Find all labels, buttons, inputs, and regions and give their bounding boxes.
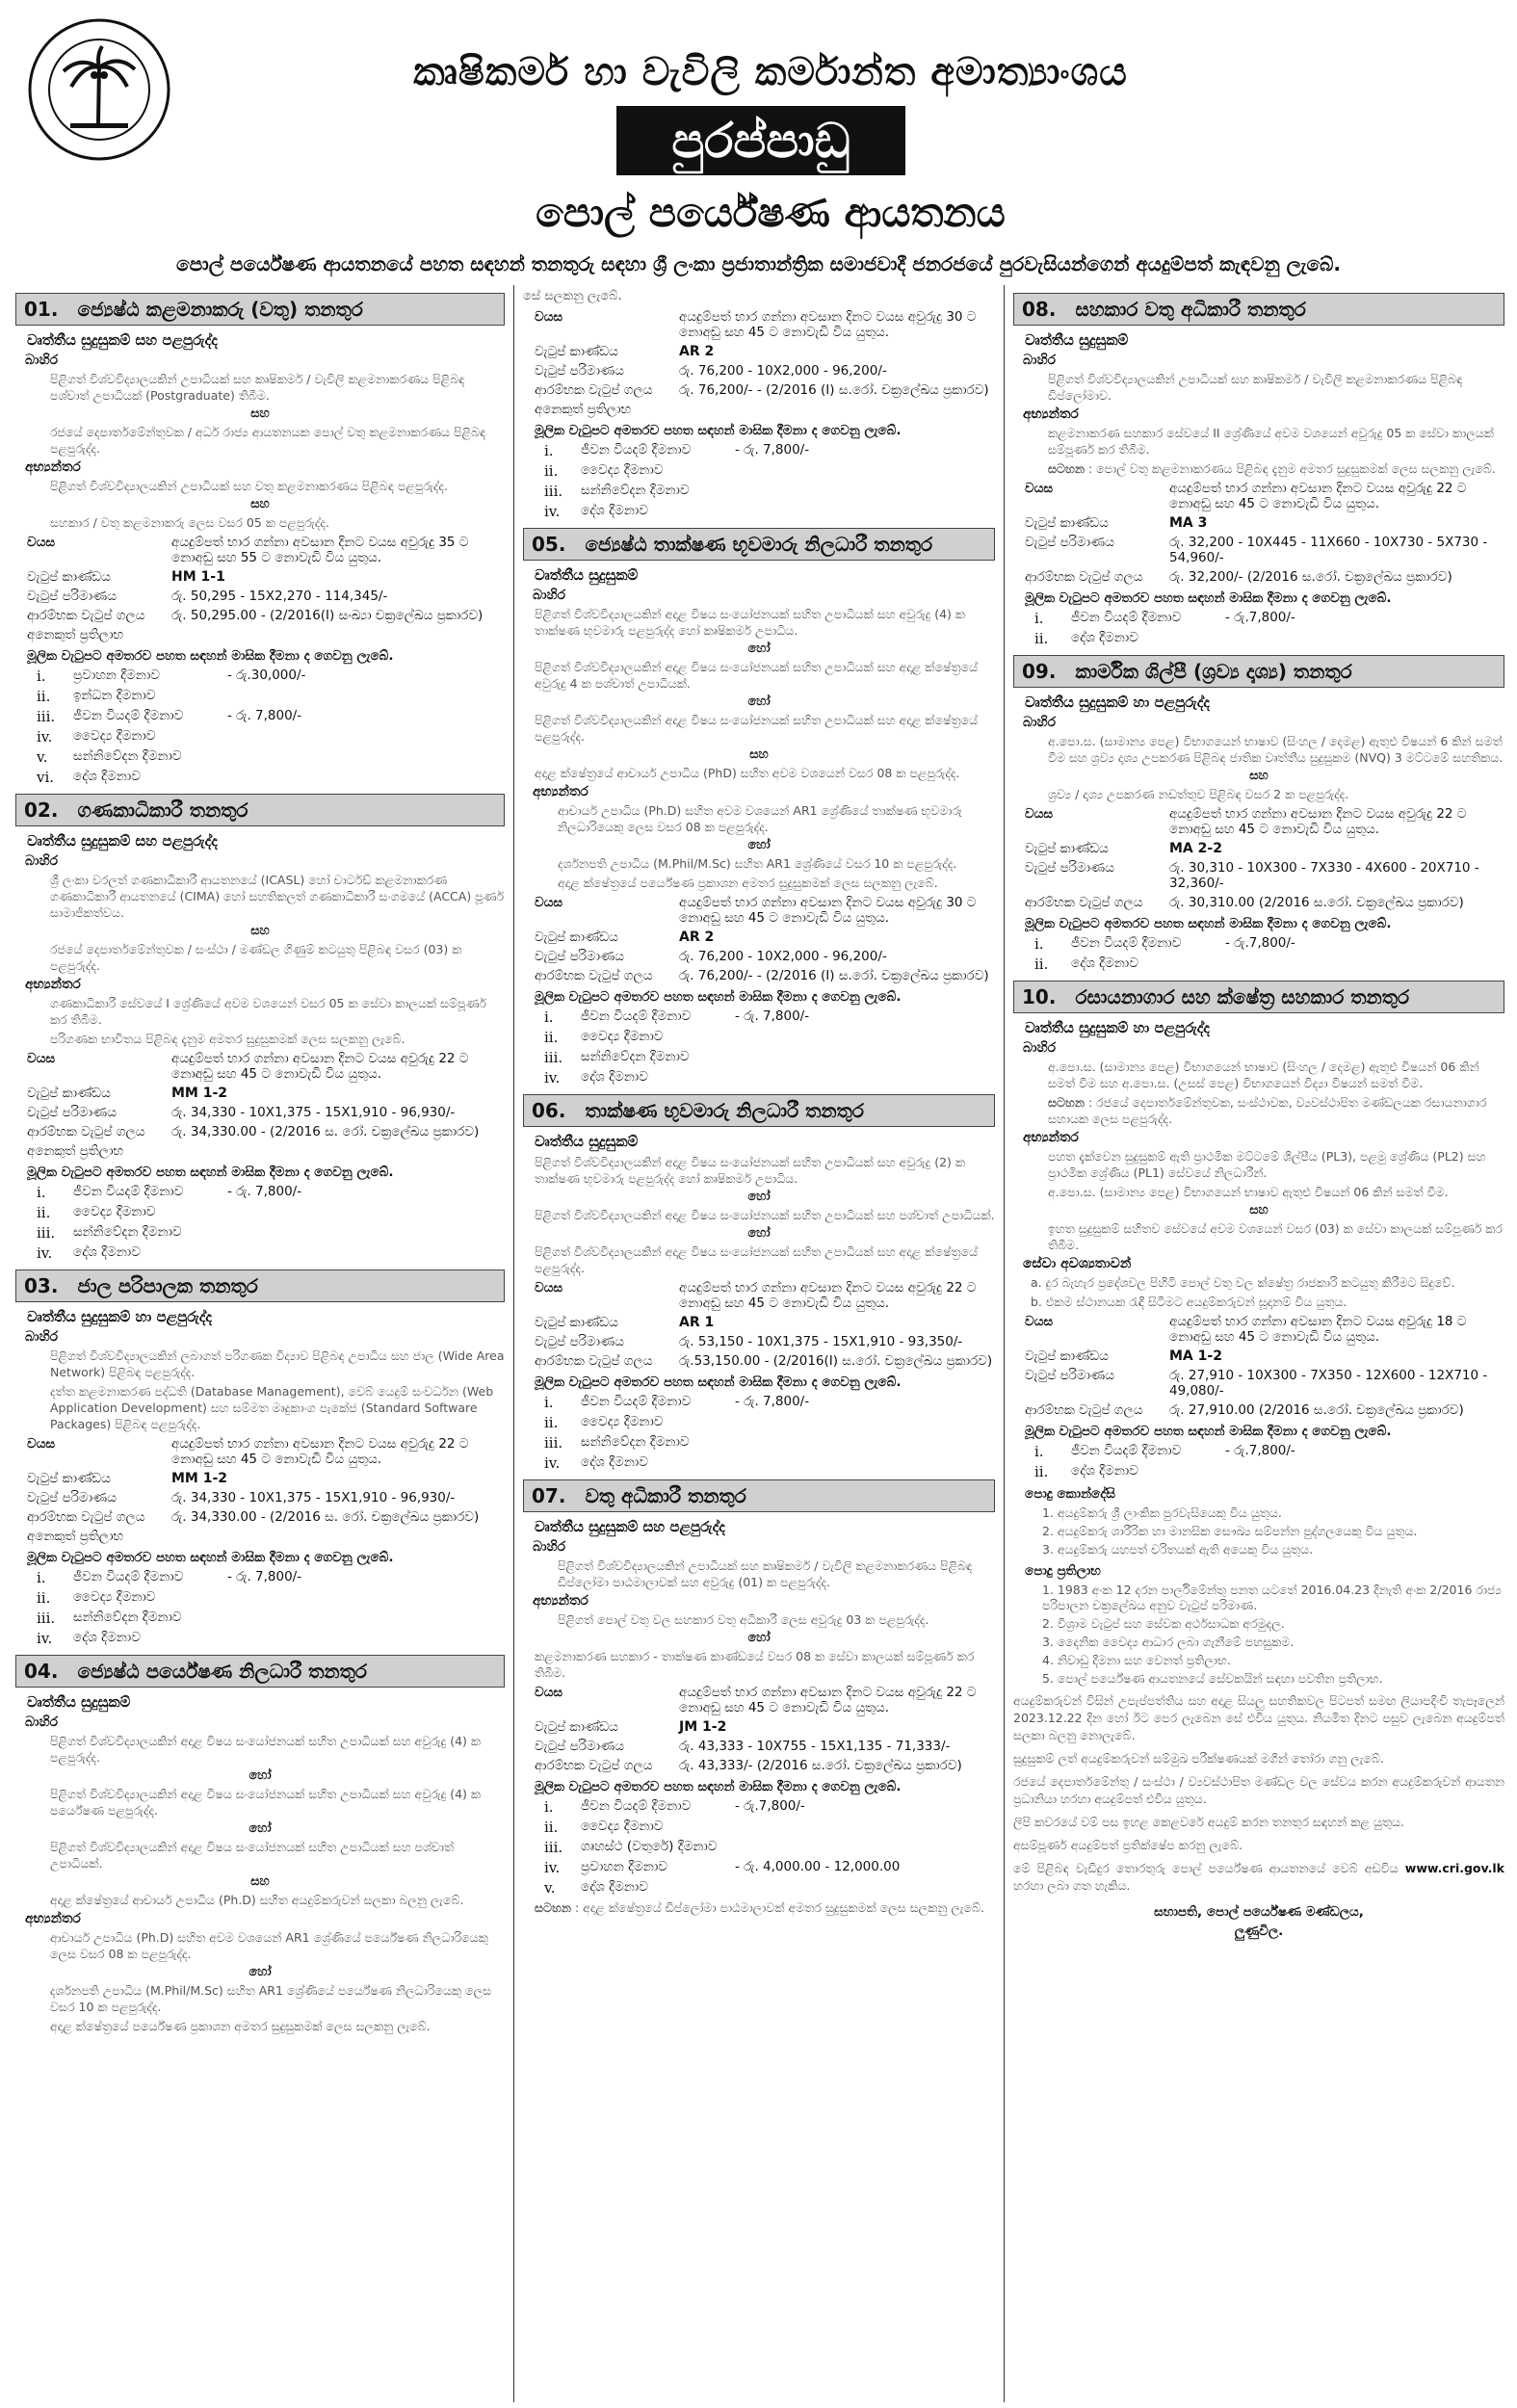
qualification-text: පහත දැක්වෙන සුදුසුකම් ඇති ප්‍රාථමික මට්ටමේ ශිල්පීය (PL3), පළමු ශ්‍රේණිය (PL2) සහ ප්‍රාථමික ශ්‍රේණිය (PL1) සේවයේ නිලධාරීන්. [1048,1149,1486,1180]
qualification-text: ශ්‍රී ලංකා වරලත් ගණකාධිකාරී ආයතනයේ (ICASL) හෝ චාර්ටඩ් කළමනාකරණ ගණකාධිකාරී ආයතනයේ (CIMA) හෝ සහතිකලත් ගණකාධිකාරී සංගමයේ (ACCA) පූර්ණ සාමාජිකත්වය. [50,873,505,920]
qualification-text: පිළිගත් විශ්වවිද්‍යාලයකින් අදාළ විෂය සංයෝජනයක් සහිත උපාධියක් සහ අදාළ ක්ෂේත්‍රයේ අවුරුදු 4 ක පශ්චාත් උපාධියක්. [535,660,979,691]
section-04-title: 04. ජ්‍යෙෂ්ඨ පර්යේෂණ නිලධාරී තනතුර [15,1655,505,1688]
allowances-heading: මූලික වැටුපට අමතරව පහත සඳහන් මාසික දීමනා ද ගෙවනු ලැබේ. [27,1550,394,1565]
external-label: බාහිර [533,588,566,603]
allowances-heading: මූලික වැටුපට අමතරව පහත සඳහන් මාසික දීමනා ද ගෙවනු ලැබේ. [535,989,902,1005]
age-row: වයස අයදුම්පත් භාර ගන්නා අවසාන දිනට වයස අවුරුදු 22 ට නොඅඩු සහ 45 ට නොවැඩි විය යුතුය. [27,1051,469,1082]
column-1 [10,285,510,2402]
qualification-text: රජයේ දෙපාර්තමේන්තුවක / අර්ධ රාජ්‍ය ආයතනයක පොල් වතු කළමනාකරණය පිළිබඳ පළපුරුද්ද. [50,425,486,456]
qualification-text: පිළිගත් විශ්වවිද්‍යාලයකින් උපාධියක් සහ කෘෂිකර්ම / වැවිලි කළමනාකරණය පිළිබඳ පශ්චාත් උපාධියක් (Postgraduate) තිබීම. [50,372,465,403]
or-separator: හෝ [248,1965,272,1979]
allowances-heading: මූලික වැටුපට අමතරව පහත සඳහන් මාසික දීමනා ද ගෙවනු ලැබේ. [535,1779,902,1794]
qualification-text: පිළිගත් විශ්වවිද්‍යාලයකින් අදාළ විෂය සංයෝජනයක් සහිත උපාධියක් සහ පශ්චාත් උපාධියක්. [50,1840,455,1871]
or-separator: හෝ [747,1631,771,1645]
qualification-text: පිළිගත් පොල් වතු වල සහකාර වතු අධිකාරී ලෙස අවුරුදු 03 ක පළපුරුද්ද. [558,1612,929,1627]
allowance-item: i. ප්‍රවාහන දීමනාව - රු.30,000/- [37,667,306,685]
selection-note: සුදුසුකම් ලත් අයදුම්කරුවන් සම්මුඛ පරීක්ෂණයක් මගින් තෝරා ගනු ලැබේ. [1013,1751,1384,1766]
initial-salary-row: ආරම්භක වැටුප් ගලය රු. 76,200/- - (2/2016 (I) ස.රෝ. චක්‍රලේඛය ප්‍රකාරව) [535,968,989,983]
initial-salary-row: ආරම්භක වැටුප් ගලය රු. 30,310.00 (2/2016 ස.රෝ. චක්‍රලේඛය ප්‍රකාරව) [1025,895,1464,910]
qualification-text: පිළිගත් විශ්වවිද්‍යාලයකින් අදාළ විෂය සංයෝජනයක් සහිත උපාධියක් සහ අවුරුදු (4) ක පළපුරුද්ද. [50,1734,482,1765]
general-benefit-item: 4. නිවාඩු දීමනා සහ වෙනත් ප්‍රතිලාභ. [1042,1653,1231,1667]
external-label: බාහිර [1023,715,1057,730]
envelope-note: ලිපි කවරයේ වම් පස ඉහළ කෙළවරේ අයදුම් කරන තනතුර සඳහන් කළ යුතුය. [1013,1815,1404,1829]
and-separator: සහ [250,406,270,421]
qualification-text: ශ්‍රව්‍ය / දෘශ්‍ය උපකරණ නඩත්තුව පිළිබඳ වසර 2 ක පළපුරුද්ද. [1048,787,1349,801]
section-08-title: 08. සහකාර වතු අධිකාරී තනතුර [1013,293,1504,326]
salary-code-row: වැටුප් කාණ්ඩය AR 2 [535,344,715,359]
general-benefit-item: 1. 1983 අංක 12 දරන පාර්ලිමේන්තු පනත යටතේ 2016.04.23 දිනැති අංක 2/2016 රාජ්‍ය පරිපාලන චක්‍රලේඛය අනුව වැටුප් පරිමාණ. [1042,1583,1502,1612]
general-condition-item: 3. අයදුම්කරු යහපත් චරිතයක් ඇති අයෙකු විය යුතුය. [1042,1542,1314,1557]
and-separator: සහ [250,1874,270,1889]
allowance-item: ii. දේශ දීමනාව [1034,630,1138,647]
salary-code-row: වැටුප් කාණ්ඩය MA 3 [1025,515,1208,531]
allowance-item: ii. වෛද්‍ය දීමනාව [544,462,664,480]
qualification-text: පිළිගත් විශ්වවිද්‍යාලයකින් ලබාගත් පරිගණක විද්‍යාව පිළිබඳ උපාධිය සහ ජාල (Wide Area Network) පිළිබඳ පළපුරුද්ද. [50,1348,505,1379]
qualification-text: ගණකාධිකාරී සේවයේ I ශ්‍රේණියේ අවම වශයෙන් වසර 05 ක සේවා කාලයක් සම්පූර්ණ කර තිබීම. [50,996,487,1027]
general-condition-item: 1. අයදුම්කරු ශ්‍රී ලාංකික පුරවැසියෙකු විය යුතුය. [1042,1505,1282,1520]
qualification-text: පිළිගත් විශ්වවිද්‍යාලයකින් අදාළ විෂය සංයෝජනයක් සහිත උපාධියක් සහ අවුරුදු (4) ක පර්යේෂණ පළපුරුද්ද. [50,1787,482,1818]
note-text: සටහන : අදාළ ක්ෂේත්‍රයේ ඩිප්ලෝමා පාඨමාලාවක් අමතර සුදුසුකමක් ලෙස සලකනු ලැබේ. [535,1900,984,1915]
initial-salary-row: ආරම්භක වැටුප් ගලය රු. 32,200/- (2/2016 ස.රෝ. චක්‍රලේඛය ප්‍රකාරව) [1025,569,1452,585]
section-02-title: 02. ගණකාධිකාරී තනතුර [15,794,505,826]
qualification-text: සහකාර / වතු කළමනාකරු ලෙස වසර 05 ක පළපුරුද්ද. [50,515,329,530]
note-text: දත්ත කළමනාකරණ පද්ධති (Database Management), වෙබ් යෙදුම් සංවර්ධන (Web Application Development) සහ සම්මත මෘදුකාංග පැකේජ (Standard Software Packages) පිළිබඳ පළපුරුද්ද. [50,1384,494,1431]
allowance-item: iii. ජීවන වියදම් දීමනාව - රු. 7,800/- [37,708,302,725]
intro-text: පොල් පර්යේෂණ ආයතනයේ පහත සඳහන් තනතුරු සඳහා ශ්‍රී ලංකා ප්‍රජාතාන්ත්‍රික සමාජවාදී ජනරජයේ පුරවැසියන්ගෙන් අයදුම්පත් කැඳවනු ලැබේ. [175,252,1342,275]
qualification-text: රජයේ දෙපාර්තමේන්තුවක / සංස්ථා / මණ්ඩල ගිණුම් කටයුතු පිළිබඳ වසර (03) ක පළපුරුද්ද. [50,942,462,973]
internal-label: අභ්‍යන්තර [25,1911,81,1926]
note-text: අදාළ ක්ෂේත්‍රයේ පර්යේෂණ ප්‍රකාශන අමතර සුදුසුකමක් ලෙස සලකනු ලැබේ. [50,2019,431,2033]
requirements-heading: වෘත්තීය සුදුසුකම් [535,1133,639,1150]
initial-salary-row: ආරම්භක වැටුප් ගලය රු.53,150.00 - (2/2016(I) ස.රෝ. චක්‍රලේඛය ප්‍රකාරව) [535,1353,993,1369]
column-divider [1004,285,1005,2402]
allowances-heading: මූලික වැටුපට අමතරව පහත සඳහන් මාසික දීමනා ද ගෙවනු ලැබේ. [535,1374,902,1390]
benefits-row: අනෙකුත් ප්‍රතිලාභ [27,1143,124,1159]
general-condition-item: 2. අයදුම්කරු ශාරීරික හා මානසික සෞඛ්‍ය සම්පන්න පුද්ගලයෙකු විය යුතුය. [1042,1524,1418,1538]
allowance-item: i. ජීවන වියදම් දීමනාව - රු.7,800/- [1034,935,1295,953]
website-link[interactable]: www.cri.gov.lk [1404,1861,1504,1875]
qualification-text: දර්ශනපති උපාධිය (M.Phil/M.Sc) සහිත AR1 ශ්‍රේණියේ පර්යේෂණ නිලධාරියෙකු ලෙස වසර 10 ක පළපුරුද්ද. [50,1983,492,2014]
salary-scale-row: වැටුප් පරිමාණය රු. 53,150 - 10X1,375 - 15X1,910 - 93,350/- [535,1334,963,1349]
note-text: අදාළ ක්ෂේත්‍රයේ පර්යේෂණ ප්‍රකාශන අමතර සුදුසුකමක් ලෙස සලකනු ලැබේ. [558,876,938,890]
institute-title: පොල් පර්යේෂණ ආයතනය [536,189,1006,236]
salary-scale-row: වැටුප් පරිමාණය රු. 34,330 - 10X1,375 - 15X1,910 - 96,930/- [27,1490,456,1505]
qualification-text: අදාළ ක්ෂේත්‍රයේ ආචාර්ය උපාධිය (PhD) සහිත අවම වශයෙන් වසර 08 ක පළපුරුද්ද. [535,766,960,780]
section-10-title: 10. රසායනාගාර සහ ක්ෂේත්‍ර සහකාර තනතුර [1013,981,1504,1013]
allowance-item: i. ජීවන වියදම් දීමනාව - රු. 7,800/- [37,1184,302,1201]
initial-salary-row: ආරම්භක වැටුප් ගලය රු. 27,910.00 (2/2016 ස.රෝ. චක්‍රලේඛය ප්‍රකාරව) [1025,1402,1464,1418]
allowance-item: ii. ඉන්ධන දීමනාව [37,688,156,705]
qualification-text: පිළිගත් විශ්වවිද්‍යාලයකින් උපාධියක් සහ කෘෂිකර්ම / වැවිලි කළමනාකරණය පිළිබඳ ඩිප්ලෝමාව. [1048,372,1463,403]
salary-code-row: වැටුප් කාණ්ඩය MA 2-2 [1025,841,1222,856]
benefits-row: අනෙකුත් ප්‍රතිලාභ [27,1529,124,1544]
and-separator: සහ [749,747,769,762]
allowance-item: iv. ප්‍රවාහන දීමනාව - රු. 4,000.00 - 12,000.00 [544,1859,901,1876]
allowance-item: ii. වෛද්‍ය දීමනාව [37,1589,156,1607]
allowance-item: i. ජීවන වියදම් දීමනාව - රු. 7,800/- [544,442,810,459]
note-text: සටහන : රජයේ දෙපාර්තමේන්තුවක, සංස්ථාවක, ව්‍යවස්ථාපිත මණ්ඩලයක රසායනාගාර සහායක ලෙස පළපුරුද්ද. [1048,1095,1487,1126]
internal-label: අභ්‍යන්තර [1023,406,1079,422]
qualification-text: පිළිගත් විශ්වවිද්‍යාලයකින් අදාළ විෂය සංයෝජනයක් සහිත උපාධියක් සහ අදාළ ක්ෂේත්‍රයේ පළපුරුද්ද. [535,1244,979,1275]
signatory-title: සභාපති, පොල් පර්යේෂණ මණ්ඩලය, [1154,1904,1364,1920]
allowance-item: ii. දේශ දීමනාව [1034,1463,1138,1480]
salary-code-row: වැටුප් කාණ්ඩය MM 1-2 [27,1471,228,1486]
or-separator: හෝ [747,1190,771,1204]
qualification-text: ආචාර්ය උපාධිය (Ph.D) සහිත අවම වශයෙන් AR1 ශ්‍රේණියේ තාක්ෂණ භූවමාරු නිලධාරියෙකු ලෙස වසර 08 ක පළපුරුද්ද. [558,803,962,834]
allowances-heading: මූලික වැටුපට අමතරව පහත සඳහන් මාසික දීමනා ද ගෙවනු ලැබේ. [27,1165,394,1180]
requirements-heading: වෘත්තීය සුදුසුකම් [1025,331,1129,349]
qualification-text: අ.පො.ස. (සාමාන්‍ය පෙළ) විභාගයෙන් භාෂාව (සිංහල / දෙමළ) ඇතුළු විෂයන් 6 කින් සමත් වීම සහ ශ්‍රව්‍ය දෘශ්‍ය උපකරණ පිළිබඳ ජාතික වෘත්තීය සුදුසුකම (NVQ) 3 මට්ටමේ සහතිකය. [1048,734,1504,765]
allowance-item: ii. වෛද්‍ය දීමනාව [544,1414,664,1431]
allowance-item: iv. දේශ දීමනාව [37,1630,141,1647]
age-row: වයස අයදුම්පත් භාර ගන්නා අවසාන දිනට වයස අවුරුදු 22 ට නොඅඩු සහ 45 ට නොවැඩි විය යුතුය. [535,1685,977,1715]
general-benefit-item: 2. විශ්‍රාම වැටුප් සහ සේවක අර්ථසාධක අරමුදල. [1042,1616,1285,1631]
requirements-heading: වෘත්තීය සුදුසුකම් හා පළපුරුද්ද [27,1308,213,1325]
service-need-item: b. එකම ස්ථානයක රැඳී සිටීමට අයදුම්කරුවන් සූදානම් විය යුතුය. [1031,1295,1347,1309]
allowances-heading: මූලික වැටුපට අමතරව පහත සඳහන් මාසික දීමනා ද ගෙවනු ලැබේ. [1025,1424,1392,1439]
requirements-heading: වෘත්තීය සුදුසුකම් හා පළපුරුද්ද [1025,1019,1211,1036]
government-staff-note: රජයේ දෙපාර්තමේන්තු / සංස්ථා / ව්‍යවස්ථාපිත මණ්ඩල වල සේවය කරන අයදුම්කරුවන් ආයතන ප්‍රධානියා හරහා අයදුම්පත් එවිය යුතුය. [1013,1774,1504,1806]
salary-code-row: වැටුප් කාණ්ඩය HM 1-1 [27,569,225,585]
allowance-item: i. ජීවන වියදම් දීමනාව - රු.7,800/- [1034,1443,1295,1460]
allowances-heading: මූලික වැටුපට අමතරව පහත සඳහන් මාසික දීමනා ද ගෙවනු ලැබේ. [27,648,394,664]
and-separator: සහ [1249,1203,1269,1217]
and-separator: සහ [250,497,270,511]
signature-block [1013,1902,1504,1941]
allowance-item: i. ජීවන වියදම් දීමනාව - රු. 7,800/- [544,1008,810,1026]
external-label: බාහිර [25,353,59,368]
salary-scale-row: වැටුප් පරිමාණය රු. 76,200 - 10X2,000 - 96,200/- [535,363,887,379]
internal-label: අභ්‍යන්තර [25,977,81,992]
allowance-item: iii. සන්නිවේදන දීමනාව [544,1049,690,1066]
internal-label: අභ්‍යන්තර [1023,1130,1079,1145]
allowance-item: i. ජීවන වියදම් දීමනාව - රු.7,800/- [544,1798,805,1816]
section-07-title: 07. වතු අධිකාරී තනතුර [523,1479,995,1512]
coconut-research-institute-logo [27,17,171,162]
or-separator: හෝ [747,838,771,852]
application-instructions: අයදුම්කරුවන් විසින් උපැප්පත්තිය සහ අදාළ සියලු සහතිකවල පිටපත් සමඟ ලියාපදිංචි තැපෑලෙන් 2023.12.22 දින හෝ ඊට පෙර ලැබෙන සේ එවිය යුතුය. නියමිත දිනට පසුව ලැබෙන අයදුම්පත් සලකා බලනු නොලැබේ. [1013,1693,1504,1742]
general-benefits-heading: පොදු ප්‍රතිලාභ [1025,1563,1101,1579]
requirements-heading: වෘත්තීය සුදුසුකම් [535,566,639,584]
salary-code-row: වැටුප් කාණ්ඩය MA 1-2 [1025,1348,1222,1364]
allowance-item: ii. දේශ දීමනාව [1034,955,1138,973]
initial-salary-row: ආරම්භක වැටුප් ගලය රු. 34,330.00 - (2/2016 ස. රෝ. චක්‍රලේඛය ප්‍රකාරව) [27,1509,480,1525]
age-row: වයස අයදුම්පත් භාර ගන්නා අවසාන දිනට වයස අවුරුදු 30 ට නොඅඩු සහ 45 ට නොවැඩි විය යුතුය. [535,895,977,926]
allowance-item: ii. වෛද්‍ය දීමනාව [544,1029,664,1046]
requirements-heading: වෘත්තීය සුදුසුකම් සහ පළපුරුද්ද [27,832,218,850]
salary-scale-row: වැටුප් පරිමාණය රු. 34,330 - 10X1,375 - 15X1,910 - 96,930/- [27,1105,456,1120]
qualification-text: ආචාර්ය උපාධිය (Ph.D) සහිත අවම වශයෙන් AR1 ශ්‍රේණියේ පර්යේෂණ නිලධාරියෙකු ලෙස වසර 08 ක පළපුරුද්ද. [50,1930,488,1961]
requirements-heading: වෘත්තීය සුදුසුකම් හා පළපුරුද්ද [1025,694,1211,711]
or-separator: හෝ [747,641,771,656]
age-row: වයස අයදුම්පත් භාර ගන්නා අවසාන දිනට වයස අවුරුදු 22 ට නොඅඩු සහ 45 ට නොවැඩි විය යුතුය. [1025,481,1467,511]
qualification-text: පිළිගත් විශ්වවිද්‍යාලයකින් අදාළ විෂය සංයෝජනයක් සහිත උපාධියක් සහ පශ්චාත් උපාධියක්. [535,1208,995,1222]
or-separator: හෝ [747,1226,771,1241]
allowance-item: iii. සන්නිවේදන දීමනාව [544,483,690,500]
ministry-title: කෘෂිකර්ම හා වැවිලි කර්මාන්ත අමාත්‍යාංශය [413,50,1128,94]
qualification-text: අ.පො.ස. (සාමාන්‍ය පෙළ) විභාගයෙන් භාෂාව (සිංහල / දෙමළ) ඇතුළු විෂයන් 06 කින් සමත් වීම සහ අ.පො.ස. (උසස් පෙළ) විභාගයෙන් විද්‍යා විෂයන් සමත් වීම. [1048,1060,1479,1090]
requirements-heading: වෘත්තීය සුදුසුකම් [27,1693,131,1711]
allowance-item: v. සන්නිවේදන දීමනාව [37,748,182,766]
salary-code-row: වැටුප් කාණ්ඩය AR 2 [535,929,715,945]
note-text: සටහන : පොල් වතු කළමනාකරණය පිළිබඳ දැනුම අමතර සුදුසුකමක් ලෙස සලකනු ලැබේ. [1048,461,1496,476]
allowances-heading: මූලික වැටුපට අමතරව පහත සඳහන් මාසික දීමනා ද ගෙවනු ලැබේ. [535,423,902,438]
salary-code-row: වැටුප් කාණ්ඩය MM 1-2 [27,1086,228,1101]
qualification-text: ඉහත සුදුසුකම් සහිතව සේවයේ අවම වශයෙන් වසර (03) ක සේවා කාලයක් සම්පූර්ණ කර තිබීම. [1048,1221,1503,1252]
qualification-text: අදාළ ක්ෂේත්‍රයේ ආචාර්ය උපාධිය (Ph.D) සහිත අයදුම්කරුවන් සලකා බලනු ලැබේ. [50,1893,464,1907]
salary-scale-row: වැටුප් පරිමාණය රු. 50,295 - 15X2,270 - 114,345/- [27,589,388,604]
qualification-text: පිළිගත් විශ්වවිද්‍යාලයකින් අදාළ විෂය සංයෝජනයක් සහිත උපාධියක් සහ අවුරුදු (4) ක තාක්ෂණ භූවමාරු පළපුරුද්ද හෝ කෘෂිකර්ම උපාධිය. [535,607,966,638]
allowance-item: iii. සන්නිවේදන දීමනාව [544,1434,690,1452]
and-separator: සහ [250,924,270,938]
general-benefit-item: 3. දෛනික වෛද්‍ය ආධාර ලබා ගැනීමේ පහසුකම. [1042,1635,1295,1649]
allowance-item: ii. වෛද්‍ය දීමනාව [37,1204,156,1221]
external-label: බාහිර [533,1539,566,1555]
note-text: පරිගණක භාවිතය පිළිබඳ දැනුම අමතර සුදුසුකමක් ලෙස සලකනු ලැබේ. [50,1032,405,1046]
allowances-heading: මූලික වැටුපට අමතරව පහත සඳහන් මාසික දීමනා ද ගෙවනු ලැබේ. [1025,916,1392,931]
initial-salary-row: ආරම්භක වැටුප් ගලය රු. 34,330.00 - (2/2016 ස. රෝ. චක්‍රලේඛය ප්‍රකාරව) [27,1124,480,1139]
or-separator: හෝ [747,694,771,709]
allowance-item: vi. දේශ දීමනාව [37,769,141,786]
qualification-text: දර්ශනපති උපාධිය (M.Phil/M.Sc) සහිත AR1 ශ්‍රේණියේ වසර 10 ක පළපුරුද්ද. [558,856,957,871]
benefits-row: අනෙකුත් ප්‍රතිලාභ [535,402,632,417]
internal-label: අභ්‍යන්තර [25,459,81,475]
qualification-text: පිළිගත් විශ්වවිද්‍යාලයකින් උපාධියක් සහ වතු කළමනාකරණය පිළිබඳ පළපුරුද්ද. [50,479,448,493]
external-label: බාහිර [25,1714,59,1730]
allowance-item: iii. සන්නිවේදන දීමනාව [37,1610,182,1627]
and-separator: සහ [1249,769,1269,783]
qualification-text: කළමනාකරණ සහකාර - තාක්ෂණ කාණ්ඩයේ වසර 08 ක සේවා කාලයක් සම්පූර්ණ කර තිබීම. [535,1649,975,1680]
allowance-item: iv. දේශ දීමනාව [544,1069,648,1086]
allowance-item: v. දේශ දීමනාව [544,1879,648,1897]
header [0,0,1517,289]
requirements-heading: වෘත්තීය සුදුසුකම් සහ පළපුරුද්ද [27,331,218,349]
website-note: මේ පිළිබඳ වැඩිදුර තොරතුරු පොල් පර්යේෂණ ආයතනයේ වෙබ් අඩවිය www.cri.gov.lk හරහා ලබා ගත හැකිය. [1013,1861,1504,1893]
section-03-title: 03. ජාල පරිපාලක තනතුර [15,1269,505,1302]
rejection-note: අසම්පූර්ණ අයදුම්පත් ප්‍රතික්ෂේප කරනු ලැබේ. [1013,1838,1242,1852]
requirements-heading: වෘත්තීය සුදුසුකම් සහ පළපුරුද්ද [535,1518,725,1535]
allowance-item: iii. ගෘහස්ථ (වතුරේ) දීමනාව [544,1839,718,1856]
initial-salary-row: ආරම්භක වැටුප් ගලය රු. 50,295.00 - (2/2016(I) සංඛ්‍යා චක්‍රලේඛය ප්‍රකාරව) [27,608,484,623]
benefits-row: අනෙකුත් ප්‍රතිලාභ [27,627,124,642]
salary-scale-row: වැටුප් පරිමාණය රු. 76,200 - 10X2,000 - 96,200/- [535,949,887,964]
external-label: බාහිර [1023,353,1057,368]
salary-scale-row: වැටුප් පරිමාණය රු. 30,310 - 10X300 - 7X330 - 4X600 - 20X710 - 32,360/- [1025,860,1479,891]
internal-label: අභ්‍යන්තර [533,1593,588,1609]
section-05-title: 05. ජ්‍යෙෂ්ඨ තාක්ෂණ භූවමාරු නිලධාරී තනතුර [523,528,995,561]
vacancies-banner: පුරප්පාඩු [616,106,905,175]
section-01-title: 01. ජ්‍යෙෂ්ඨ කළමනාකරු (වතු) තනතුර [15,293,505,326]
external-label: බාහිර [1023,1040,1057,1056]
allowance-item: iv. දේශ දීමනාව [544,503,648,520]
column-2 [517,285,1001,2402]
general-conditions-heading: පොදු කොන්දේසි [1025,1486,1115,1502]
allowances-heading: මූලික වැටුපට අමතරව පහත සඳහන් මාසික දීමනා ද ගෙවනු ලැබේ. [1025,590,1392,606]
allowance-item: iii. සන්නිවේදන දීමනාව [37,1224,182,1242]
column-3 [1007,285,1510,2402]
salary-code-row: වැටුප් කාණ්ඩය AR 1 [535,1315,715,1330]
qualification-text: පිළිගත් විශ්වවිද්‍යාලයකින් උපාධියක් සහ කෘෂිකර්ම / වැවිලි කළමනාකරණය පිළිබඳ ඩිප්ලෝමා පාඨමාලාවක් සහ අවුරුදු (01) ක පළපුරුද්ද. [558,1558,973,1589]
allowance-item: iv. දේශ දීමනාව [37,1244,141,1262]
age-row: වයස අයදුම්පත් භාර ගන්නා අවසාන දිනට වයස අවුරුදු 22 ට නොඅඩු සහ 45 ට නොවැඩි විය යුතුය. [535,1280,977,1311]
section-06-title: 06. තාක්ෂණ භුවමාරු නිලධාරී තනතුර [523,1094,995,1127]
allowance-item: iv. දේශ දීමනාව [544,1454,648,1472]
internal-label: අභ්‍යන්තර [533,784,588,799]
salary-scale-row: වැටුප් පරිමාණය රු. 32,200 - 10X445 - 11X660 - 10X730 - 5X730 - 54,960/- [1025,535,1488,565]
continued-text: සේ සලකනු ලැබේ. [523,289,622,303]
salary-scale-row: වැටුප් පරිමාණය රු. 27,910 - 10X300 - 7X350 - 12X600 - 12X710 - 49,080/- [1025,1368,1488,1399]
or-separator: හෝ [248,1821,272,1836]
general-benefit-item: 5. පොල් පර්යේෂණ ආයතනයේ සේවකයින් සඳහා පවතින ප්‍රතිලාභ. [1042,1671,1383,1686]
or-separator: හෝ [248,1768,272,1783]
service-needs-heading: සේවා අවශ්‍යතාවන් [1023,1256,1132,1271]
salary-scale-row: වැටුප් පරිමාණය රු. 43,333 - 10X755 - 15X1,135 - 71,333/- [535,1739,951,1754]
age-row: වයස අයදුම්පත් භාර ගන්නා අවසාන දිනට වයස අවුරුදු 22 ට නොඅඩු සහ 45 ට නොවැඩි විය යුතුය. [27,1436,469,1467]
allowance-item: iv. වෛද්‍ය දීමනාව [37,728,156,746]
qualification-text: අ.පො.ස. (සාමාන්‍ය පෙළ) විභාගයෙන් භාෂාව ඇතුළු විෂයන් 06 කින් සමත් වීම. [1048,1185,1449,1199]
qualification-text: පිළිගත් විශ්වවිද්‍යාලයකින් අදාළ විෂය සංයෝජනයක් සහිත උපාධියක් සහ අවුරුදු (2) ක තාක්ෂණ භූවමාරු පළපුරුද්ද හෝ කෘෂිකර්ම උපාධිය. [535,1155,966,1186]
external-label: බාහිර [25,853,59,869]
column-divider [513,285,514,2402]
section-09-title: 09. කාර්මික ශිල්පී (ශ්‍රව්‍ය දෘශ්‍ය) තනතුර [1013,655,1504,688]
allowance-item: i. ජීවන වියදම් දීමනාව - රු.7,800/- [1034,610,1295,627]
age-row: වයස අයදුම්පත් භාර ගන්නා අවසාන දිනට වයස අවුරුදු 18 ට නොඅඩු සහ 45 ට නොවැඩි විය යුතුය. [1025,1314,1467,1345]
allowance-item: i. ජීවන වියදම් දීමනාව - රු. 7,800/- [37,1569,302,1586]
salary-code-row: වැටුප් කාණ්ඩය JM 1-2 [535,1719,727,1735]
initial-salary-row: ආරම්භක වැටුප් ගලය රු. 43,333/- (2/2016 ස.රෝ. චක්‍රලේඛය ප්‍රකාරව) [535,1758,962,1773]
age-row: වයස අයදුම්පත් භාර ගන්නා අවසාන දිනට වයස අවුරුදු 35 ට නොඅඩු සහ 55 ට නොවැඩි විය යුතුය. [27,535,469,565]
age-row: වයස අයදුම්පත් භාර ගන්නා අවසාන දිනට වයස අවුරුදු 22 ට නොඅඩු සහ 45 ට නොවැඩි විය යුතුය. [1025,806,1467,837]
allowance-item: ii. වෛද්‍ය දීමනාව [544,1819,664,1836]
service-need-item: a. දුර බැහැර ප්‍රදේශවල පිහිටි පොල් වතු වල ක්ෂේත්‍ර රාජකාරි කටයුතු කිරීමට සිදුවේ. [1031,1275,1455,1290]
qualification-text: පිළිගත් විශ්වවිද්‍යාලයකින් අදාළ විෂය සංයෝජනයක් සහිත උපාධියක් සහ අදාළ ක්ෂේත්‍රයේ පළපුරුද්ද. [535,713,979,744]
qualification-text: කළමනාකරණ සහකාර සේවයේ II ශ්‍රේණියේ අවම වශයෙන් අවුරුදු 05 ක සේවා කාලයක් සම්පූර්ණ කර තිබීම. [1048,426,1494,457]
age-row: වයස අයදුම්පත් භාර ගන්නා අවසාන දිනට වයස අවුරුදු 30 ට නොඅඩු සහ 45 ට නොවැඩි විය යුතුය. [535,309,977,340]
allowance-item: i. ජීවන වියදම් දීමනාව - රු. 7,800/- [544,1394,810,1411]
external-label: බාහිර [25,1329,59,1345]
initial-salary-row: ආරම්භක වැටුප් ගලය රු. 76,200/- - (2/2016 (I) ස.රෝ. චක්‍රලේඛය ප්‍රකාරව) [535,382,989,398]
signatory-location: ලුණුවිල. [1234,1924,1284,1939]
